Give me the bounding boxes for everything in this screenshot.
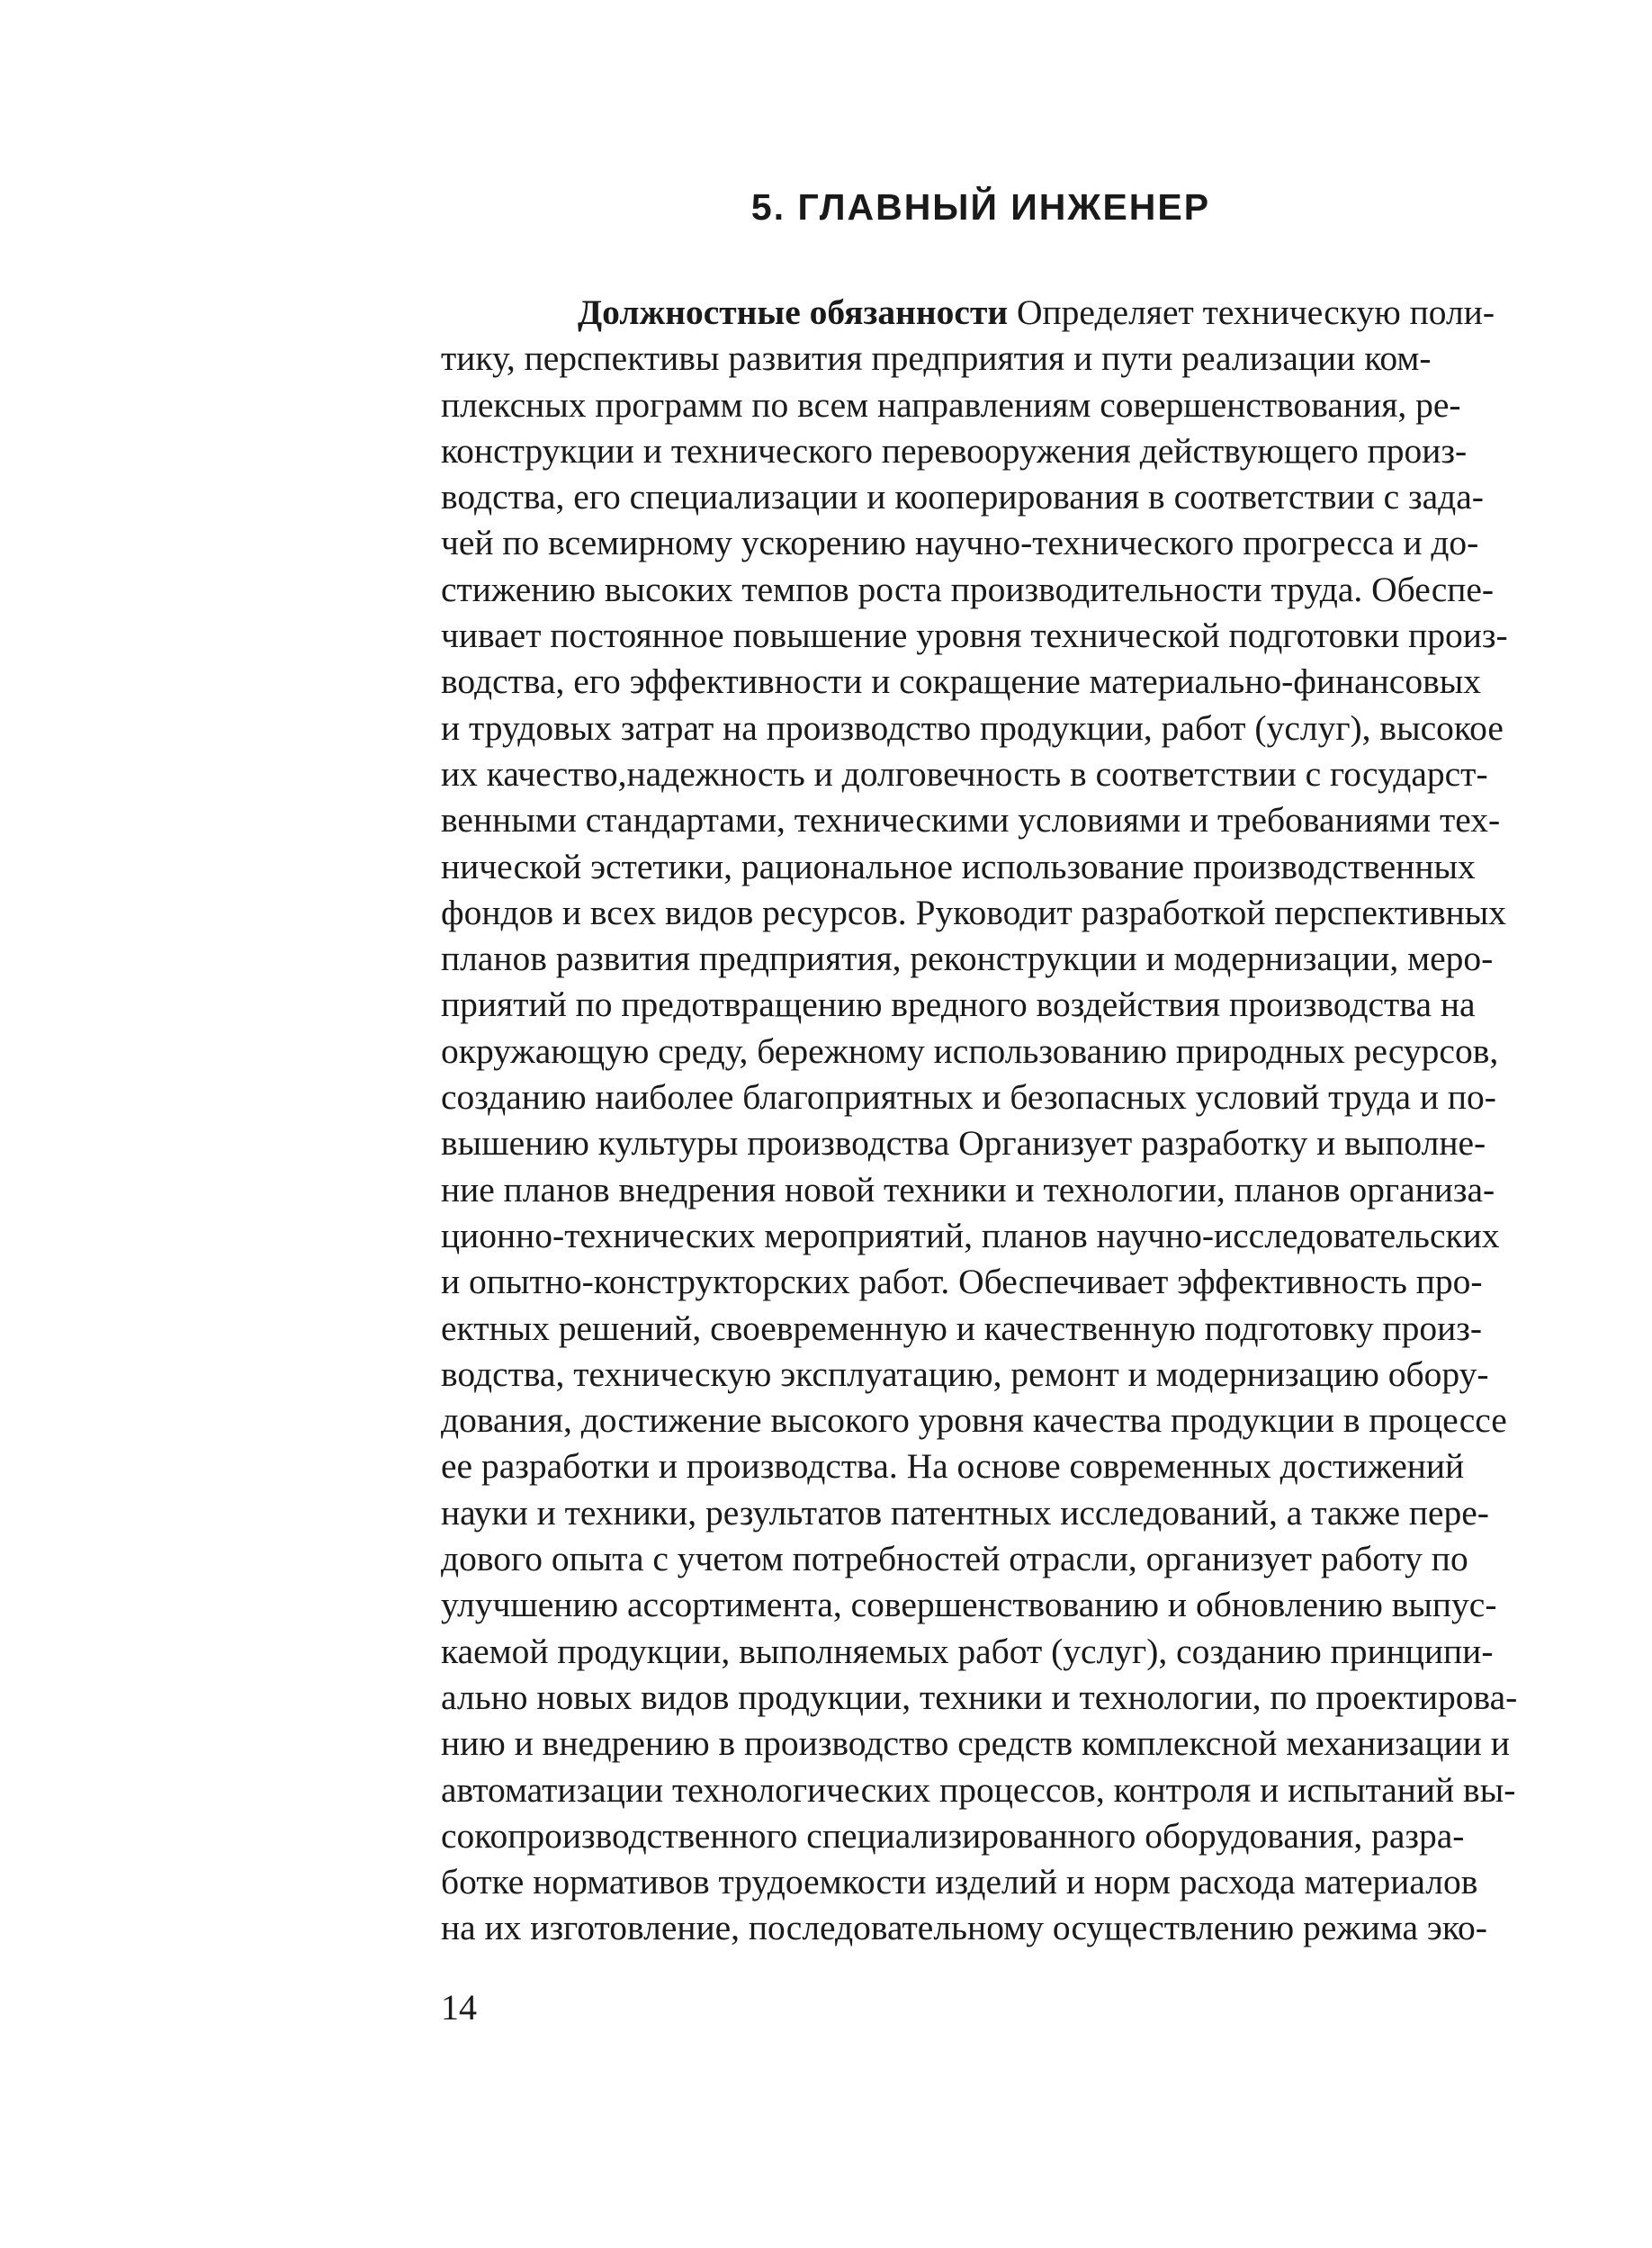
text-line: планов развития предприятия, реконструкции и модернизации, меро- <box>441 939 1494 979</box>
text-line: и трудовых затрат на производство продукции, работ (услуг), высокое <box>441 707 1504 748</box>
text-line: водства, его специализации и кооперирования в соответствии с зада- <box>441 477 1484 517</box>
text-line: сокопроизводственного специализированного оборудования, разра- <box>441 1815 1465 1856</box>
text-line: улучшению ассортимента, совершенствованию и обновлению выпус- <box>441 1585 1497 1625</box>
text-line: вышению культуры производства Организует разработку и выполне- <box>441 1123 1486 1164</box>
text-line: и опытно-конструкторских работ. Обеспечивает эффективность про- <box>441 1262 1483 1302</box>
text-line: дового опыта с учетом потребностей отрасли, организует работу по <box>441 1539 1468 1579</box>
text-line: стижению высоких темпов роста производительности труда. Обеспе- <box>441 569 1495 609</box>
text-line: нию и внедрению в производство средств комплексной механизации и <box>441 1723 1510 1764</box>
text-line: чей по всемирному ускорению научно-технического прогресса и до- <box>441 523 1479 563</box>
text-line: ционно-технических мероприятий, планов научно-исследовательских <box>441 1215 1500 1255</box>
text-line: ально новых видов продукции, техники и технологии, по проектирова- <box>441 1677 1518 1717</box>
text-line: дования, достижение высокого уровня качества продукции в процессе <box>441 1400 1507 1441</box>
text-line-1: Должностные обязанности Определяет техническую поли- <box>578 292 1495 332</box>
text-line: плексных программ по всем направлениям совершенствования, ре- <box>441 384 1461 425</box>
text-line: каемой продукции, выполняемых работ (услуг), созданию принципи- <box>441 1631 1494 1671</box>
text-line: водства, техническую эксплуатацию, ремонт и модернизацию обору- <box>441 1353 1489 1394</box>
text-line: нической эстетики, рациональное использование производственных <box>441 846 1476 886</box>
text-line: окружающую среду, бережному использованию природных ресурсов, <box>441 1030 1499 1071</box>
page-title: 5. ГЛАВНЫЙ ИНЖЕНЕР <box>750 186 1211 228</box>
run-in-label: Должностные обязанности <box>578 292 1009 332</box>
text-line: ектных решений, своевременную и качественную подготовку произ- <box>441 1308 1483 1348</box>
text-line: ее разработки и производства. На основе современных достижений <box>441 1446 1465 1487</box>
text-line: венными стандартами, техническими условиями и требованиями тех- <box>441 800 1501 841</box>
text-line: ботке нормативов трудоемкости изделий и норм расхода материалов <box>441 1862 1478 1902</box>
text-line: чивает постоянное повышение уровня технической подготовки произ- <box>441 616 1508 656</box>
text-line: фондов и всех видов ресурсов. Руководит разработкой перспективных <box>441 892 1507 932</box>
text-line: тику, перспективы развития предприятия и пути реализации ком- <box>441 338 1432 379</box>
text-line: водства, его эффективности и сокращение материально-финансовых <box>441 661 1482 702</box>
page-number: 14 <box>441 1987 477 2028</box>
text-line: науки и техники, результатов патентных исследований, а также пере- <box>441 1492 1489 1533</box>
text-line: приятий по предотвращению вредного воздействия производства на <box>441 985 1476 1025</box>
text-line: на их изготовление, последовательному осуществлению режима эко- <box>441 1908 1487 1948</box>
text-line: их качество,надежность и долговечность в соответствии с государст- <box>441 753 1488 794</box>
text-line: созданию наиболее благоприятных и безопасных условий труда и по- <box>441 1077 1496 1118</box>
text-line: конструкции и технического перевооружения действующего произ- <box>441 430 1468 471</box>
body-paragraph <box>441 290 1621 1952</box>
text-line: автоматизации технологических процессов, контроля и испытаний вы- <box>441 1769 1516 1810</box>
text-line: ние планов внедрения новой техники и технологии, планов организа- <box>441 1169 1495 1209</box>
